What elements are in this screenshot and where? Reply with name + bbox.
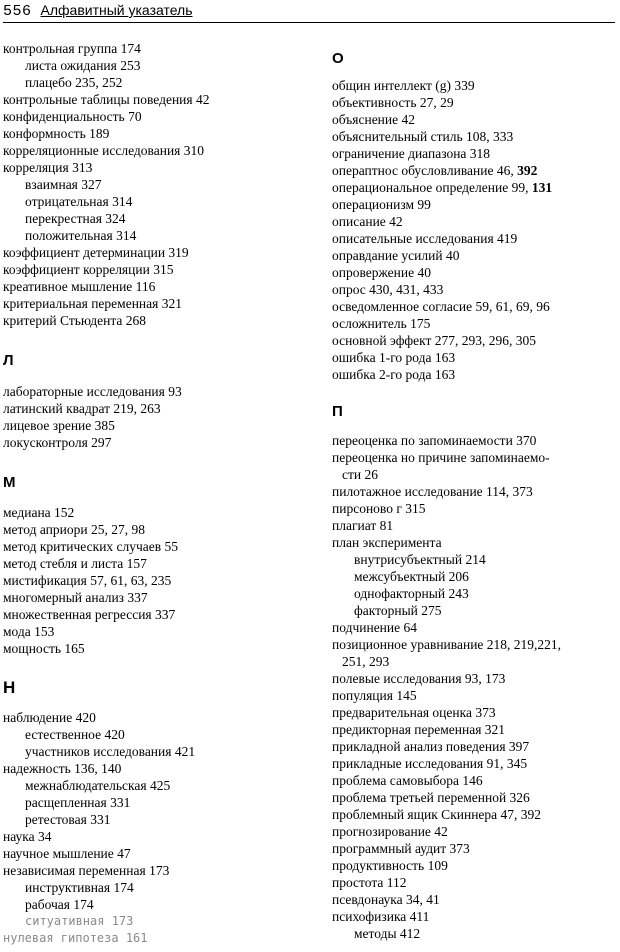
- entry-text: проблема самовыбора 146: [332, 773, 483, 788]
- entry-text: осведомленное согласие 59, 61, 69, 96: [332, 299, 550, 314]
- entry-text: внутрисубъектный 214: [354, 552, 486, 567]
- index-subentry: [3, 193, 313, 210]
- left-column: [3, 40, 313, 947]
- index-entry: [332, 298, 617, 315]
- index-entry: [332, 230, 617, 247]
- entry-text: межнаблюдательская 425: [25, 778, 171, 793]
- entry-text: ситуативная 173: [25, 914, 134, 928]
- index-entry: [3, 606, 313, 623]
- index-entry: [332, 94, 617, 111]
- index-entry: [332, 128, 617, 145]
- index-entry: [332, 483, 617, 500]
- index-entry: [3, 862, 313, 879]
- entry-text: сти 26: [342, 467, 378, 482]
- entry-text: ретестовая 331: [25, 812, 111, 827]
- index-entry: [332, 857, 617, 874]
- index-subentry: [3, 176, 313, 193]
- entry-text: медиана 152: [3, 505, 75, 520]
- index-entry: [332, 315, 617, 332]
- index-entry: [332, 77, 617, 94]
- entry-text: мистификация 57, 61, 63, 235: [3, 573, 172, 588]
- index-entry: [3, 91, 313, 108]
- entry-text: плагиат 81: [332, 518, 394, 533]
- index-entry: [3, 295, 313, 312]
- entry-text: отрицательная 314: [25, 194, 133, 209]
- index-entry: [332, 636, 617, 653]
- entry-text: позиционное уравнивание 218, 219,221,: [332, 637, 562, 652]
- entry-text: коэффициент корреляции 315: [3, 262, 174, 277]
- index-entry: [332, 366, 617, 383]
- entry-text: пирсоново г 315: [332, 501, 426, 516]
- section-m: [3, 504, 313, 657]
- entry-text: 251, 293: [342, 654, 390, 669]
- index-entry: [332, 772, 617, 789]
- entry-text: метод критических случаев 55: [3, 539, 179, 554]
- entry-text: корреляция 313: [3, 160, 93, 175]
- index-entry: [332, 145, 617, 162]
- index-subentry: [3, 879, 313, 896]
- index-subentry: [332, 551, 617, 568]
- section-letter-m: М: [3, 474, 16, 491]
- entry-text: лабораторные исследования 93: [3, 384, 182, 399]
- index-subentry: [3, 896, 313, 913]
- entry-text: перекрестная 324: [25, 211, 126, 226]
- entry-text: опрос 430, 431, 433: [332, 282, 444, 297]
- entry-text: множественная регрессия 337: [3, 607, 176, 622]
- entry-text: продуктивность 109: [332, 858, 448, 873]
- page-header: [3, 0, 615, 23]
- index-entry: [332, 806, 617, 823]
- index-entry: [332, 264, 617, 281]
- index-entry: [332, 874, 617, 891]
- entry-text: контрольные таблицы поведения 42: [3, 92, 210, 107]
- index-entry: [3, 383, 313, 400]
- index-subentry: [3, 913, 313, 930]
- entry-text: простота 112: [332, 875, 407, 890]
- index-entry: [3, 244, 313, 261]
- index-entry: [3, 417, 313, 434]
- entry-text: объективность 27, 29: [332, 95, 454, 110]
- entry-text: прогнозирование 42: [332, 824, 448, 839]
- index-entry: [332, 721, 617, 738]
- index-subentry: [3, 726, 313, 743]
- section-l: [3, 383, 313, 451]
- entry-text: операционизм 99: [332, 197, 431, 212]
- entry-text: независимая переменная 173: [3, 863, 170, 878]
- entry-bold-page: 131: [531, 180, 553, 195]
- index-entry: [3, 828, 313, 845]
- entry-text: критериальная переменная 321: [3, 296, 182, 311]
- index-entry: [332, 196, 617, 213]
- entry-text: межсубъектный 206: [354, 569, 469, 584]
- index-subentry: [332, 585, 617, 602]
- index-entry: [332, 823, 617, 840]
- index-entry: [332, 755, 617, 772]
- index-entry: [332, 162, 617, 179]
- index-entry: [3, 555, 313, 572]
- section-letter-o: О: [332, 50, 344, 67]
- section-k: [3, 40, 313, 329]
- entry-text: взаимная 327: [25, 177, 102, 192]
- index-subentry: [3, 57, 313, 74]
- entry-text: локусконтроля 297: [3, 435, 112, 450]
- entry-text: инструктивная 174: [25, 880, 134, 895]
- entry-text: предварительная оценка 373: [332, 705, 496, 720]
- section-o: [332, 77, 617, 383]
- section-letter-p: П: [332, 403, 343, 420]
- index-entry: [332, 500, 617, 517]
- right-column: [332, 40, 617, 942]
- entry-text: подчинение 64: [332, 620, 418, 635]
- index-entry: [3, 261, 313, 278]
- index-entry: [332, 179, 617, 196]
- index-subentry: [3, 210, 313, 227]
- entry-text: научное мышление 47: [3, 846, 131, 861]
- index-entry: [332, 111, 617, 128]
- entry-text: описание 42: [332, 214, 403, 229]
- index-entry: [3, 640, 313, 657]
- index-entry: [332, 891, 617, 908]
- index-entry: [3, 538, 313, 555]
- index-entry: [332, 349, 617, 366]
- entry-text: популяция 145: [332, 688, 417, 703]
- index-entry: [332, 247, 617, 264]
- entry-text: плацебо 235, 252: [25, 75, 123, 90]
- index-entry: [3, 434, 313, 451]
- index-entry: [3, 589, 313, 606]
- entry-text: переоценка но причине запоминаемо-: [332, 450, 550, 465]
- index-subentry: [3, 794, 313, 811]
- index-entry: [3, 312, 313, 329]
- index-entry: [332, 687, 617, 704]
- index-entry: [332, 432, 617, 449]
- entry-text: коэффициент детерминации 319: [3, 245, 189, 260]
- entry-text: основной эффект 277, 293, 296, 305: [332, 333, 537, 348]
- index-entry: [332, 789, 617, 806]
- index-subentry: [332, 925, 617, 942]
- section-p: [332, 432, 617, 942]
- index-entry: [332, 840, 617, 857]
- entry-text: прикладные исследования 91, 345: [332, 756, 528, 771]
- entry-text: однофакторный 243: [354, 586, 469, 601]
- entry-text: описательные исследования 419: [332, 231, 518, 246]
- index-entry: [3, 40, 313, 57]
- index-subentry: [3, 811, 313, 828]
- entry-text: конформность 189: [3, 126, 110, 141]
- entry-text: мода 153: [3, 624, 55, 639]
- entry-bold-page: 392: [517, 163, 538, 178]
- index-entry: [332, 281, 617, 298]
- entry-text: метод стебля и листа 157: [3, 556, 147, 571]
- entry-text: ошибка 1-го рода 163: [332, 350, 456, 365]
- index-entry: [3, 278, 313, 295]
- index-entry: [3, 125, 313, 142]
- section-n: [3, 709, 313, 947]
- index-entry: [3, 521, 313, 538]
- entry-text: опровержение 40: [332, 265, 431, 280]
- entry-text: лицевое зрение 385: [3, 418, 115, 433]
- index-entry: [3, 845, 313, 862]
- index-subentry: [3, 743, 313, 760]
- entry-text: переоценка по запоминаемости 370: [332, 433, 537, 448]
- entry-text: операциональное определение 99,: [332, 180, 532, 195]
- entry-text: полевые исследования 93, 173: [332, 671, 506, 686]
- entry-text: положительная 314: [25, 228, 137, 243]
- entry-text: контрольная группа 174: [3, 41, 141, 56]
- section-letter-n: Н: [3, 678, 16, 697]
- entry-text: осложнитель 175: [332, 316, 431, 331]
- entry-text: ограничение диапазона 318: [332, 146, 491, 161]
- index-entry: [332, 517, 617, 534]
- entry-text: факторный 275: [354, 603, 442, 618]
- index-subentry: [332, 602, 617, 619]
- entry-text: наблюдение 420: [3, 710, 96, 725]
- entry-text: проблемный ящик Скиннера 47, 392: [332, 807, 542, 822]
- entry-text: общин интеллект (g) 339: [332, 78, 475, 93]
- entry-text: участников исследования 421: [25, 744, 196, 759]
- entry-text: операптнос обусловливание 46,: [332, 163, 518, 178]
- entry-text: план эксперимента: [332, 535, 442, 550]
- index-entry: [332, 449, 617, 466]
- index-entry: [3, 159, 313, 176]
- entry-text: методы 412: [354, 926, 421, 941]
- index-entry: [332, 738, 617, 755]
- index-entry: [332, 704, 617, 721]
- entry-text: прикладной анализ поведения 397: [332, 739, 530, 754]
- index-entry: [3, 760, 313, 777]
- entry-text: псевдонаука 34, 41: [332, 892, 440, 907]
- index-entry: [3, 709, 313, 726]
- index-entry: [3, 572, 313, 589]
- entry-text: пилотажное исследование 114, 373: [332, 484, 533, 499]
- entry-text: наука 34: [3, 829, 52, 844]
- index-subentry: [3, 227, 313, 244]
- entry-text: нулевая гипотеза 161: [3, 931, 148, 945]
- index-entry: [332, 466, 617, 483]
- index-entry: [3, 930, 313, 947]
- entry-text: латинский квадрат 219, 263: [3, 401, 161, 416]
- entry-text: объяснение 42: [332, 112, 415, 127]
- index-entry: [332, 908, 617, 925]
- entry-text: надежность 136, 140: [3, 761, 122, 776]
- index-entry: [332, 213, 617, 230]
- index-entry: [332, 332, 617, 349]
- index-entry: [332, 534, 617, 551]
- entry-text: ошибка 2-го рода 163: [332, 367, 456, 382]
- entry-text: конфиденциальность 70: [3, 109, 142, 124]
- index-subentry: [3, 74, 313, 91]
- entry-text: корреляционные исследования 310: [3, 143, 204, 158]
- index-subentry: [332, 568, 617, 585]
- index-entry: [332, 670, 617, 687]
- index-entry: [3, 142, 313, 159]
- index-entry: [3, 108, 313, 125]
- index-entry: [3, 504, 313, 521]
- entry-text: мощность 165: [3, 641, 85, 656]
- section-letter-l: Л: [3, 352, 14, 369]
- entry-text: метод априори 25, 27, 98: [3, 522, 145, 537]
- entry-text: критерий Стьюдента 268: [3, 313, 147, 328]
- entry-text: расщепленная 331: [25, 795, 131, 810]
- index-subentry: [3, 777, 313, 794]
- index-entry: [332, 653, 617, 670]
- entry-text: естественное 420: [25, 727, 125, 742]
- index-entry: [3, 400, 313, 417]
- entry-text: психофизика 411: [332, 909, 430, 924]
- running-title: Алфавитный указатель: [40, 2, 193, 18]
- entry-text: проблема третьей переменной 326: [332, 790, 530, 805]
- entry-text: оправдание усилий 40: [332, 248, 460, 263]
- entry-text: креативное мышление 116: [3, 279, 156, 294]
- entry-text: объяснительный стиль 108, 333: [332, 129, 514, 144]
- page-number: 556: [3, 3, 32, 20]
- entry-text: многомерный анализ 337: [3, 590, 148, 605]
- index-entry: [3, 623, 313, 640]
- entry-text: предикторная переменная 321: [332, 722, 506, 737]
- entry-text: программный аудит 373: [332, 841, 470, 856]
- entry-text: рабочая 174: [25, 897, 94, 912]
- index-entry: [332, 619, 617, 636]
- entry-text: листа ожидания 253: [25, 58, 141, 73]
